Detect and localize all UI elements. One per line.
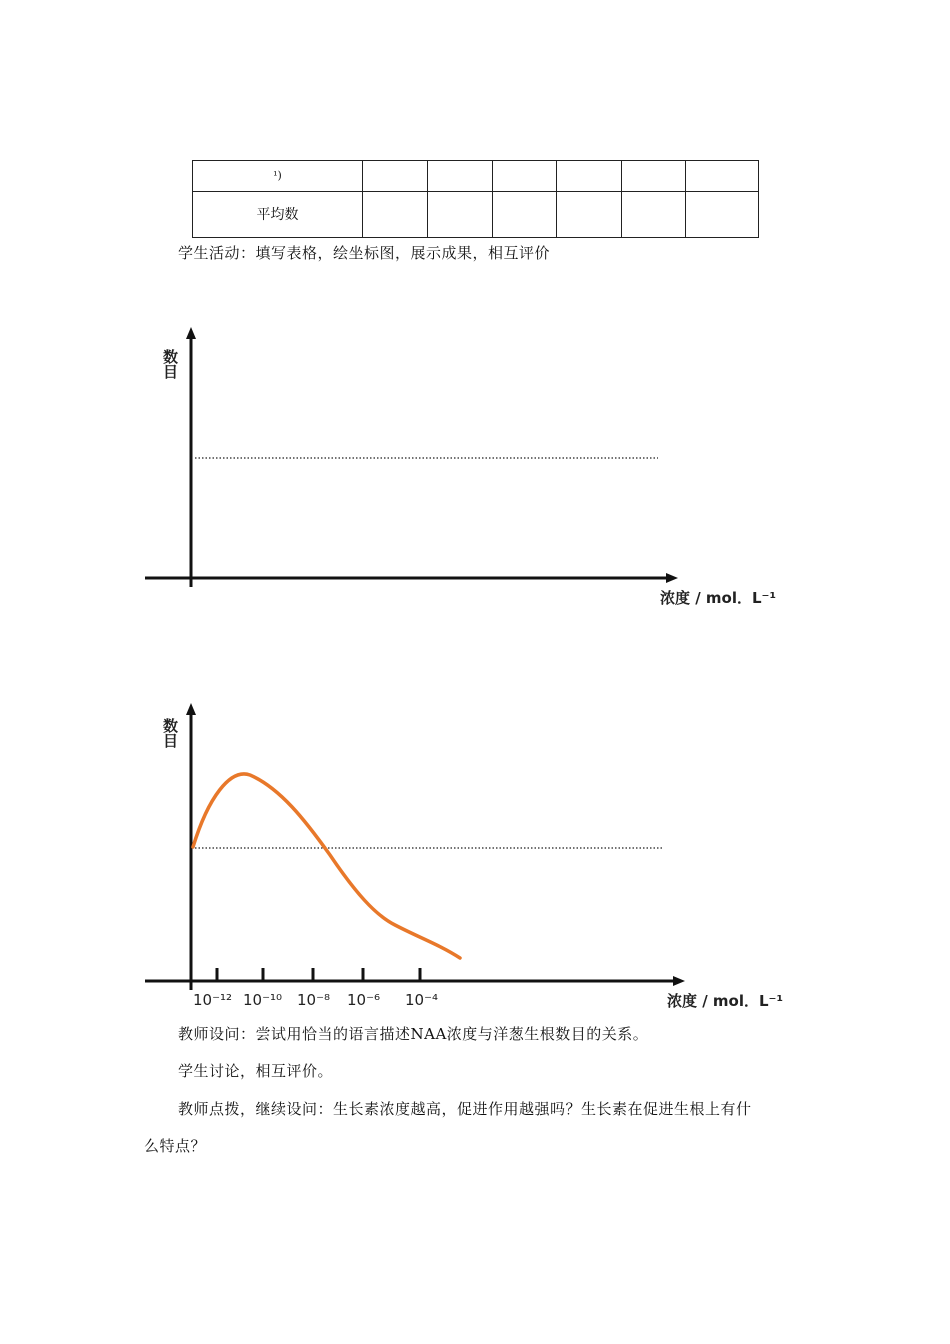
table-cell xyxy=(622,191,686,237)
empty-axes-chart xyxy=(140,325,820,610)
teacher-guidance-text-1: 教师点拨，继续设问：生长素浓度越高，促进作用越强吗？生长素在促进生根上有什 xyxy=(178,1100,752,1118)
teacher-guidance-text-2: 么特点？ xyxy=(144,1137,207,1155)
table-cell xyxy=(493,161,557,192)
table-cell xyxy=(557,191,622,237)
y-axis-label: 数目 xyxy=(161,349,179,379)
x-axis-arrow xyxy=(666,573,678,583)
naa-response-chart xyxy=(140,700,820,1015)
response-curve xyxy=(193,774,460,958)
x-axis-label: 浓度 / mol．L⁻¹ xyxy=(660,589,777,607)
table-cell xyxy=(493,191,557,237)
table-row xyxy=(193,161,759,192)
student-discussion-text: 学生讨论，相互评价。 xyxy=(178,1062,334,1080)
y-axis-arrow xyxy=(186,327,196,339)
row-label: 平均数 xyxy=(193,191,363,237)
x-tick-label: 10⁻⁶ xyxy=(347,991,381,1009)
y-axis-arrow xyxy=(186,703,196,715)
x-tick-label: 10⁻¹⁰ xyxy=(243,991,283,1009)
student-activity-text: 学生活动：填写表格，绘坐标图，展示成果，相互评价 xyxy=(178,244,551,262)
table-cell xyxy=(686,191,759,237)
x-axis-arrow xyxy=(673,976,685,986)
teacher-question-text: 教师设问：尝试用恰当的语言描述NAA浓度与洋葱生根数目的关系。 xyxy=(178,1025,649,1043)
table-cell xyxy=(428,161,493,192)
table-cell xyxy=(428,191,493,237)
table-cell xyxy=(622,161,686,192)
x-tick-label: 10⁻⁴ xyxy=(405,991,439,1009)
table-cell xyxy=(686,161,759,192)
row-label: ¹) xyxy=(193,161,363,192)
table-cell xyxy=(557,161,622,192)
y-axis-label: 数目 xyxy=(161,718,179,748)
x-tick-label: 10⁻⁸ xyxy=(297,991,331,1009)
x-tick-label: 10⁻¹² xyxy=(193,991,233,1009)
table-row xyxy=(193,191,759,237)
table-cell xyxy=(363,191,428,237)
x-axis-label: 浓度 / mol．L⁻¹ xyxy=(667,992,784,1010)
data-table xyxy=(192,160,759,238)
table-cell xyxy=(363,161,428,192)
